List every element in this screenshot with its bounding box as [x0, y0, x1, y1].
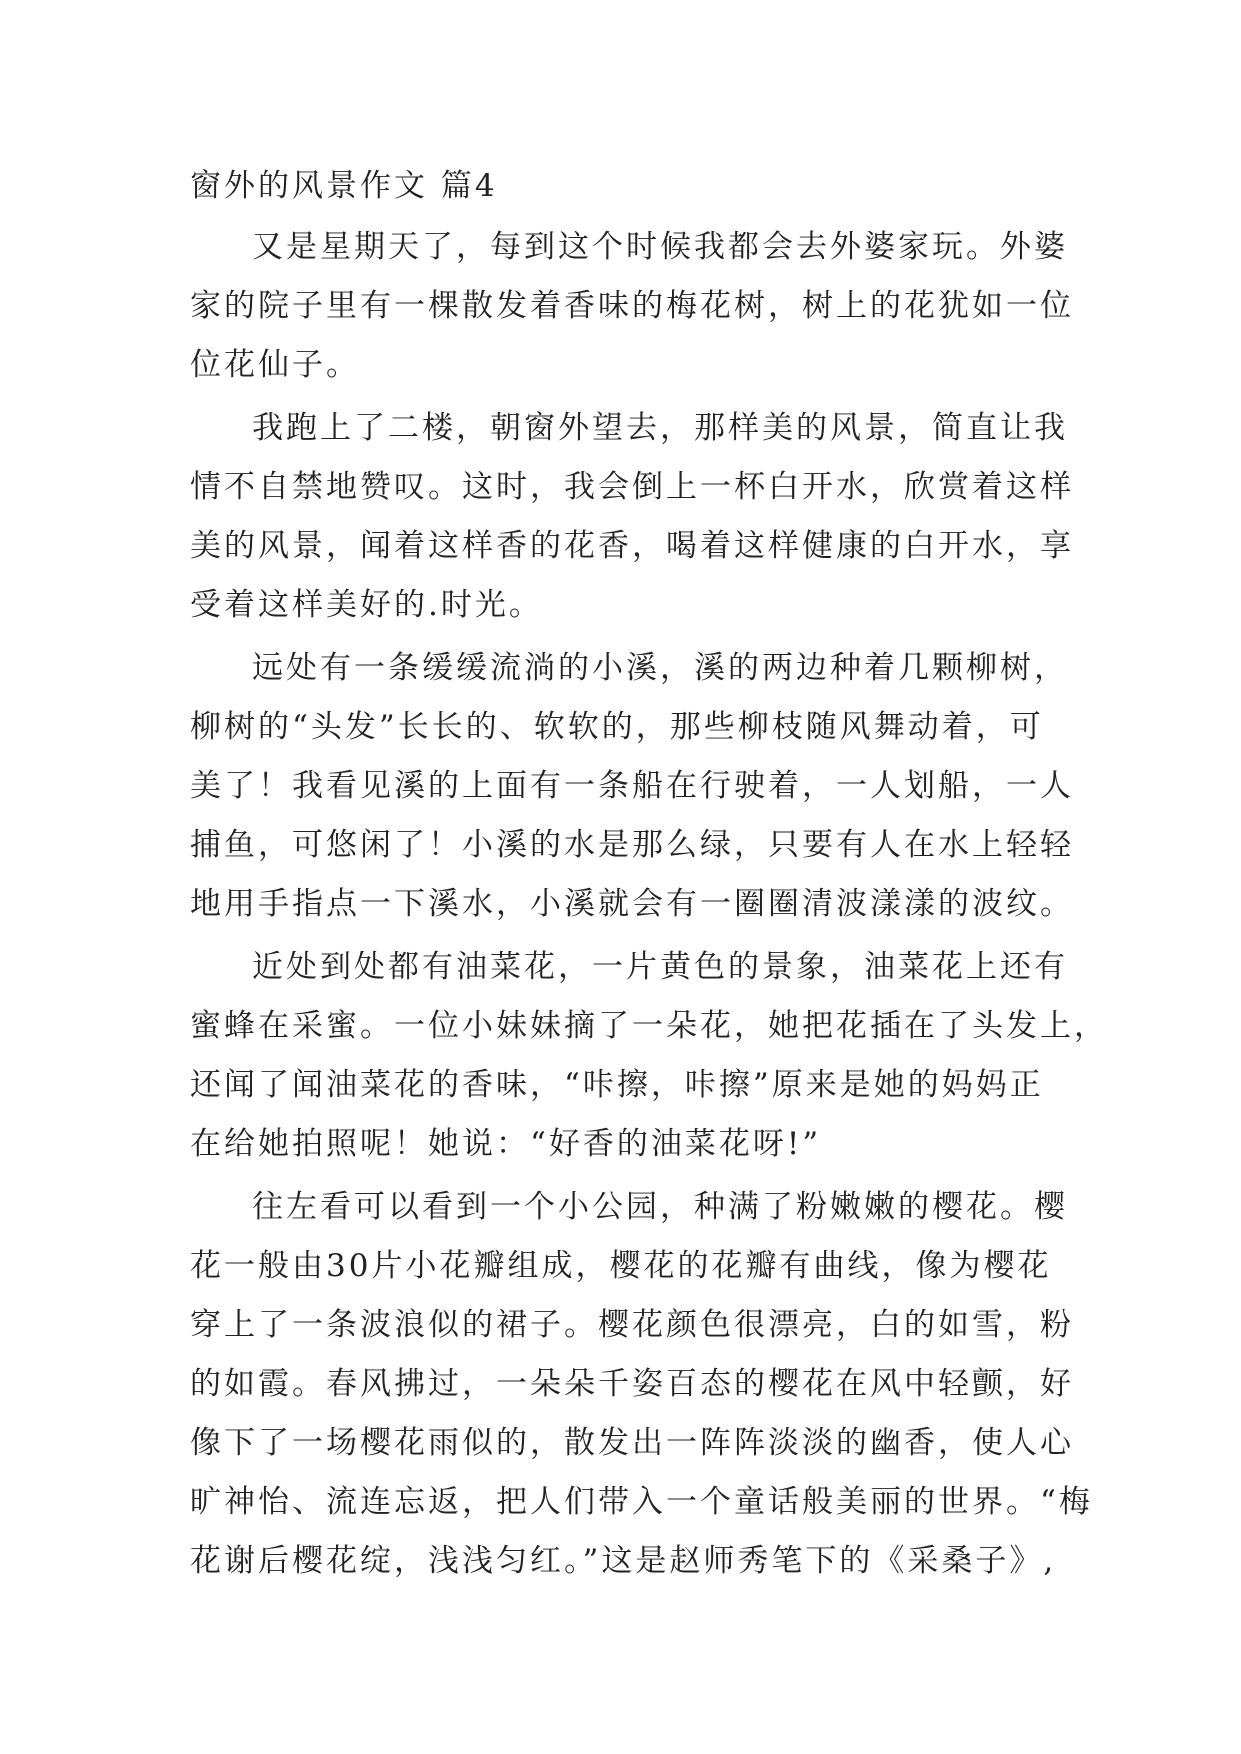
paragraph-line: 近处到处都有油菜花，一片黄色的景象，油菜花上还有: [252, 949, 1068, 985]
paragraph-line: 在给她拍照呢！她说：“好香的油菜花呀!”: [190, 1126, 822, 1162]
paragraph-line: 的如霞。春风拂过，一朵朵千姿百态的樱花在风中轻颤，好: [190, 1366, 1074, 1402]
paragraph-line: 花一般由30片小花瓣组成，樱花的花瓣有曲线，像为樱花: [190, 1248, 1052, 1284]
paragraph-line: 情不自禁地赞叹。这时，我会倒上一杯白开水，欣赏着这样: [190, 469, 1074, 505]
paragraph-line: 往左看可以看到一个小公园，种满了粉嫩嫩的樱花。樱: [252, 1189, 1068, 1225]
paragraph-line: 地用手指点一下溪水，小溪就会有一圈圈清波漾漾的波纹。: [190, 886, 1074, 922]
paragraph-line: 蜜蜂在采蜜。一位小妹妹摘了一朵花，她把花插在了头发上，: [190, 1008, 1108, 1044]
document-title: 窗外的风景作文 篇4: [190, 168, 498, 204]
paragraph-line: 像下了一场樱花雨似的，散发出一阵阵淡淡的幽香，使人心: [190, 1425, 1074, 1461]
paragraph-line: 花谢后樱花绽，浅浅匀红。”这是赵师秀笔下的《采桑子》,: [190, 1543, 1057, 1579]
paragraph-line: 受着这样美好的.时光。: [190, 587, 543, 623]
paragraph-line: 远处有一条缓缓流淌的小溪，溪的两边种着几颗柳树，: [252, 650, 1068, 686]
paragraph-line: 我跑上了二楼，朝窗外望去，那样美的风景，简直让我: [252, 410, 1068, 446]
paragraph-line: 美的风景，闻着这样香的花香，喝着这样健康的白开水，享: [190, 528, 1074, 564]
paragraph-line: 又是星期天了，每到这个时候我都会去外婆家玩。外婆: [252, 229, 1068, 265]
paragraph-line: 位花仙子。: [190, 347, 360, 383]
paragraph-line: 柳树的“头发”长长的、软软的，那些柳枝随风舞动着，可: [190, 709, 1044, 745]
paragraph-line: 家的院子里有一棵散发着香味的梅花树，树上的花犹如一位: [190, 288, 1074, 324]
paragraph-line: 捕鱼，可悠闲了！小溪的水是那么绿，只要有人在水上轻轻: [190, 827, 1074, 863]
paragraph-line: 还闻了闻油菜花的香味，“咔擦，咔擦”原来是她的妈妈正: [190, 1067, 1044, 1103]
paragraph-line: 美了！我看见溪的上面有一条船在行驶着，一人划船，一人: [190, 768, 1074, 804]
paragraph-line: 穿上了一条波浪似的裙子。樱花颜色很漂亮，白的如雪，粉: [190, 1307, 1074, 1343]
paragraph-line: 旷神怡、流连忘返，把人们带入一个童话般美丽的世界。“梅: [190, 1484, 1093, 1520]
